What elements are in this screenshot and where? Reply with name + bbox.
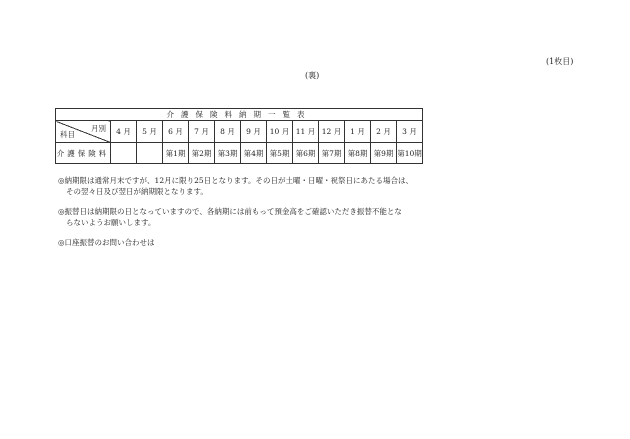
table-row [56, 143, 423, 164]
period-cell [111, 143, 137, 164]
month-header: 9 月 [241, 121, 267, 143]
month-header: 6 月 [163, 121, 189, 143]
note-line: らないようお願いします。 [66, 218, 156, 227]
month-header: 8 月 [215, 121, 241, 143]
period-cell: 第1期 [163, 143, 189, 164]
table-title: 介護保険料納期一覧表 [56, 109, 423, 121]
month-header: 4 月 [111, 121, 137, 143]
period-cell: 第2期 [189, 143, 215, 164]
period-cell: 第10期 [397, 143, 423, 164]
month-header-row [56, 121, 423, 143]
note-due-date [58, 175, 413, 197]
period-cell: 第6期 [293, 143, 319, 164]
corner-subject-label: 科目 [60, 130, 75, 139]
month-header: 10 月 [267, 121, 293, 143]
period-cell: 第7期 [319, 143, 345, 164]
side-label: (裏) [305, 71, 320, 80]
month-header: 1 月 [345, 121, 371, 143]
note-line: その翌々日及び翌日が納期限となります。 [66, 187, 208, 196]
note-transfer-date [58, 206, 402, 228]
period-cell [137, 143, 163, 164]
month-header: 2 月 [371, 121, 397, 143]
month-header: 7 月 [189, 121, 215, 143]
period-cell: 第3期 [215, 143, 241, 164]
period-cell: 第4期 [241, 143, 267, 164]
payment-schedule-table [55, 108, 423, 164]
note-inquiry [58, 237, 155, 248]
note-line: ◎口座振替のお問い合わせは [58, 238, 155, 247]
period-cell: 第8期 [345, 143, 371, 164]
page-number: (1枚目) [546, 57, 574, 66]
month-header: 3 月 [397, 121, 423, 143]
row-label: 介護保険料 [56, 143, 111, 164]
month-header: 11 月 [293, 121, 319, 143]
period-cell: 第9期 [371, 143, 397, 164]
note-line: ◎振替日は納期限の日となっていますので、各納期には前もって預金高をご確認いただき振替不能とな [58, 207, 402, 216]
corner-month-label: 月別 [91, 124, 106, 133]
note-line: ◎納期限は通常月末ですが、12月に限り25日となります。その日が土曜・日曜・祝祭日にあたる場合は、 [58, 176, 414, 185]
table-title-row [56, 109, 423, 121]
month-header: 12 月 [319, 121, 345, 143]
corner-cell [56, 121, 111, 143]
month-header: 5 月 [137, 121, 163, 143]
period-cell: 第5期 [267, 143, 293, 164]
